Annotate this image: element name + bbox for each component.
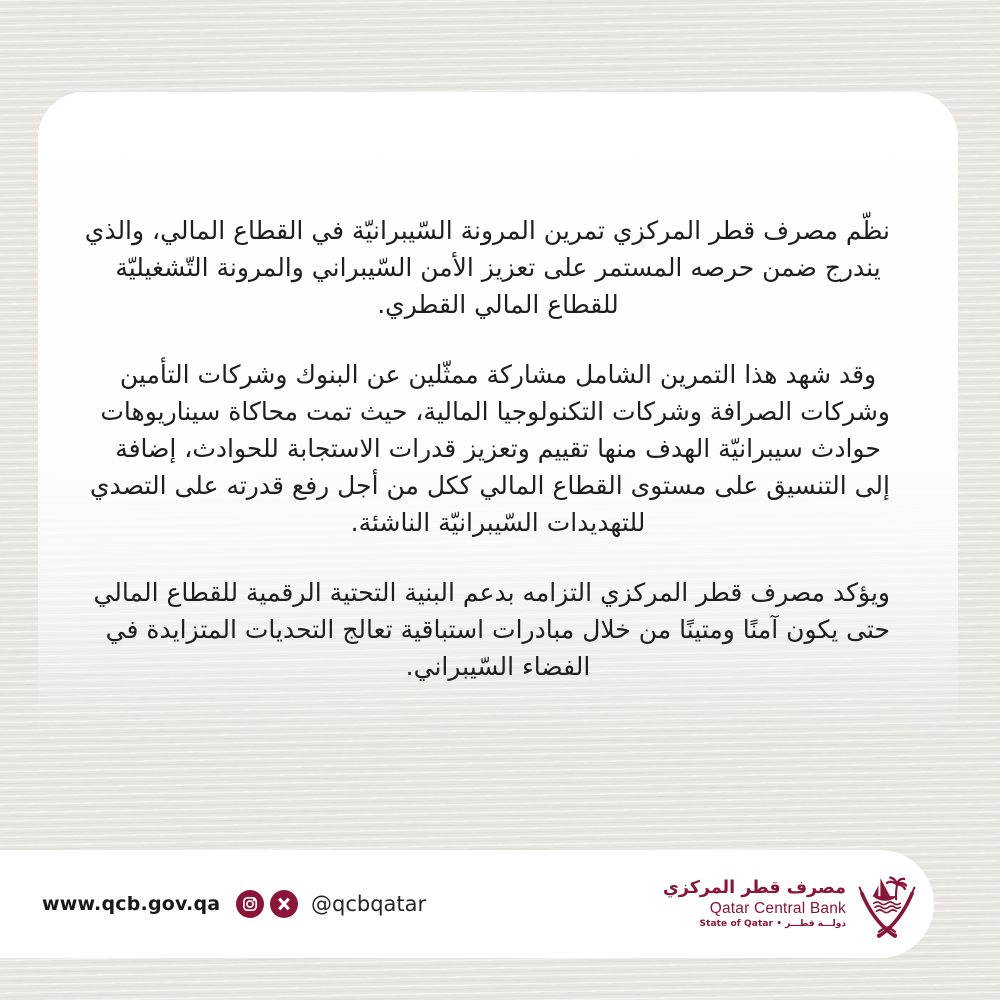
footer-bar [0, 850, 934, 958]
logo-state-line: دولـــة قطـــر • State of Qatar [699, 918, 846, 929]
paragraph-1 [84, 212, 890, 323]
text-line: حتى يكون آمنًا ومتينًا من خلال مبادرات استباقية تعالج التحديات المتزايدة في [105, 615, 890, 644]
text-line: ويؤكد مصرف قطر المركزي التزامه بدعم البنية التحتية الرقمية للقطاع المالي [93, 578, 890, 607]
logo-name-english: Qatar Central Bank [709, 899, 846, 917]
qcb-logo [663, 850, 920, 958]
social-links [236, 850, 426, 958]
text-line: يندرج ضمن حرصه المستمر على تعزيز الأمن السّيبراني والمرونة التّشغيليّة [115, 253, 881, 282]
website-url: www.qcb.gov.qa [42, 893, 221, 915]
text-line: للتهديدات السّيبرانيّة الناشئة. [350, 508, 646, 537]
paragraph-3 [93, 574, 890, 685]
announcement-card [38, 92, 958, 768]
text-line: وشركات الصرافة وشركات التكنولوجيا المالية، حيث تمت محاكاة سيناريوهات [100, 397, 890, 426]
text-line: إلى التنسيق على مستوى القطاع المالي ككل من أجل رفع قدرته على التصدي [90, 471, 890, 500]
instagram-icon[interactable] [236, 890, 264, 918]
text-line: الفضاء السّيبراني. [405, 652, 591, 681]
qcb-logo-text [663, 878, 846, 931]
text-line: وقد شهد هذا التمرين الشامل مشاركة ممثّلين عن البنوك وشركات التأمين [119, 360, 877, 389]
x-icon[interactable] [270, 890, 298, 918]
paragraph-2 [90, 356, 890, 541]
qcb-emblem-icon [854, 869, 920, 939]
logo-name-arabic: مصرف قطر المركزي [662, 877, 846, 898]
social-handle: @qcbqatar [311, 892, 427, 916]
text-line: نظّم مصرف قطر المركزي تمرين المرونة السّيبرانيّة في القطاع المالي، والذي [84, 216, 890, 245]
text-line: حوادث سيبرانيّة الهدف منها تقييم وتعزيز قدرات الاستجابة للحوادث، إضافة [115, 434, 881, 463]
text-line: للقطاع المالي القطري. [377, 290, 619, 319]
